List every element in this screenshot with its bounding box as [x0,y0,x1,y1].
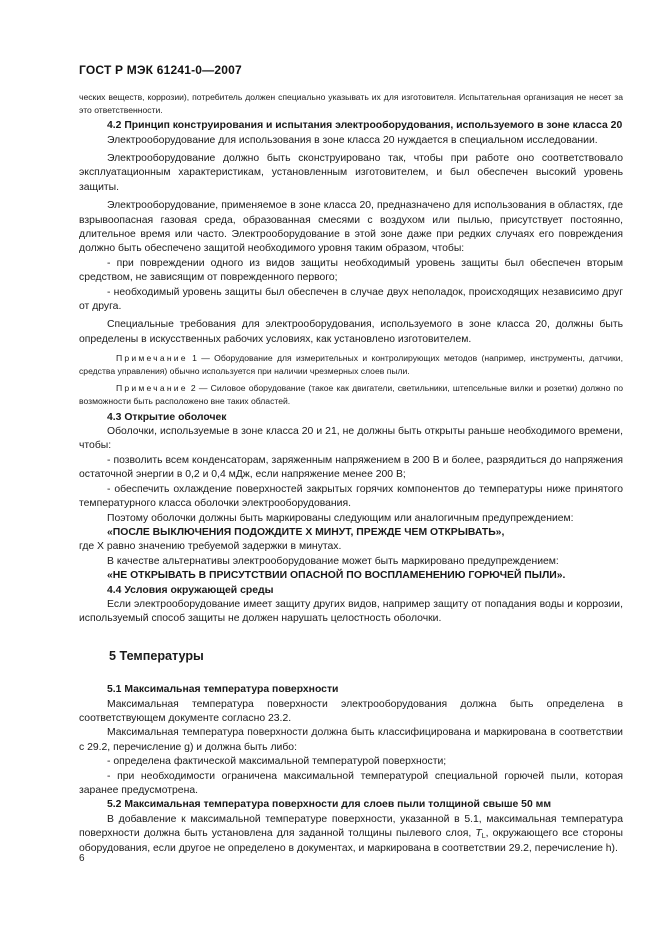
section-4-2-paragraph-4: Специальные требования для электрооборудования, используемого в зоне класса 20, должны быть определены в искусственных рабочих условиях, как установлено изготовителем. [79,319,623,345]
section-5-2-title: 5.2 Максимальная температура поверхности для слоев пыли толщиной свыше 50 мм [107,799,552,811]
note-2-text: 2 — Силовое оборудование (такое как двигатели, светильники, штепсельные вилки и розетки) должно по возможности быть расположено вне таких областей. [79,383,624,407]
note-1-label: Примечание [116,353,188,364]
note-2 [79,382,623,407]
section-4-2-title: 4.2 Принцип конструирования и испытания электрооборудования, используемого в зоне класса 20 [107,120,623,132]
section-5-1-title: 5.1 Максимальная температура поверхности [107,684,339,696]
section-5-1-paragraph-2: Максимальная температура поверхности должна быть классифицирована и маркирована в соответствии с 29.2, перечисление g) и должна быть либо: [79,727,623,753]
section-5-2-text-b: , окружающего все стороны оборудования, если другое не определено в документах, и маркирована в соответствии 29.2, перечисление h). [79,828,623,854]
section-4-2-paragraph-2: Электрооборудование должно быть сконструировано так, чтобы при работе оно соответствовало эксплуатационным характеристикам, установленным изготовителем, и был обеспечен высокий уровень защиты. [79,153,623,193]
section-4-2-bullet-1: - при повреждении одного из видов защиты необходимый уровень защиты был обеспечен вторым средством, не зависящим от поврежденного первого; [79,257,623,284]
section-4-4-paragraph-1: Если электрооборудование имеет защиту других видов, например защиту от попадания воды и коррозии, используемый способ защиты не должен нарушать целостность оболочки. [79,598,623,625]
section-4-3-bullet-2: - обеспечить охлаждение поверхностей закрытых горячих компонентов до температуры ниже принятого температурного класса оболочки электрооборудования. [79,483,623,510]
warning-text-2: «НЕ ОТКРЫВАТЬ В ПРИСУТСТВИИ ОПАСНОЙ ПО ВОСПЛАМЕНЕНИЮ ГОРЮЧЕЙ ПЫЛИ». [107,570,566,582]
symbol-t: T [475,828,482,840]
section-5-title: 5 Температуры [109,648,204,663]
page-number: 6 [79,853,85,864]
warning-text-1: «ПОСЛЕ ВЫКЛЮЧЕНИЯ ПОДОЖДИТЕ X МИНУТ, ПРЕЖДЕ ЧЕМ ОТКРЫВАТЬ», [107,526,505,538]
section-4-3-paragraph-4: В качестве альтернативы электрооборудование может быть маркировано предупреждением: [107,555,559,567]
section-4-2-bullet-2: - необходимый уровень защиты был обеспечен в случае двух неполадок, происходящих независимо друг от друга. [79,286,623,313]
section-5-2-paragraph-1 [79,813,623,856]
section-5-2-text-a: В добавление к максимальной температуре поверхности, указанной в 5.1, максимальная температура поверхности должна быть установлена для заданной толщины пылевого слоя, [79,813,623,840]
symbol-subscript-l: L [481,833,486,841]
section-4-3-bullet-1: - позволить всем конденсаторам, заряженным напряжением в 200 В и более, разрядиться до напряжения остаточной энергии в 0,2 и 0,4 мДж, если напряжение менее 200 В; [79,454,623,481]
page-content [79,91,623,856]
section-5-1-bullet-1: - определена фактической максимальной температурой поверхности; [107,756,447,768]
section-5-1-paragraph-1: Максимальная температура поверхности электрооборудования должна быть определена в соответствующем документе согласно 23.2. [79,698,623,724]
standard-header: ГОСТ Р МЭК 61241-0—2007 [79,63,242,77]
section-4-4-title: 4.4 Условия окружающей среды [107,584,274,596]
section-5-1-bullet-2: - при необходимости ограничена максимальной температурой специальной горючей пыли, которая заранее предусмотрена. [79,770,623,796]
note-1 [79,352,623,377]
section-4-3-paragraph-2: Поэтому оболочки должны быть маркированы следующим или аналогичным предупреждением: [107,512,574,524]
section-4-3-paragraph-3: где X равно значению требуемой задержки в минутах. [79,541,342,553]
section-4-2-paragraph-3: Электрооборудование, применяемое в зоне класса 20, предназначено для использования в областях, где взрывоопасная газовая среда, образованная смесями с воздухом или пылью, присутствует постоянно, длительное время или часто. Электрооборудование в этой зоне даже при редких случаях его повреждения должно быть обеспечено защитой необходимого уровня таким образом, чтобы: [79,200,623,255]
intro-paragraph: ческих веществ, коррозии), потребитель должен специально указывать их для изготовителя. Испытательная организация не несет за это ответственности. [79,92,623,115]
section-4-3-title: 4.3 Открытие оболочек [107,411,227,423]
note-1-text: 1 — Оборудование для измерительных и контролирующих методов (например, инструменты, датчики, средства управления) обычно используется при наличии чрезмерных слоев пыли. [79,353,623,376]
note-2-label: Примечание [116,383,188,394]
section-4-3-paragraph-1: Оболочки, используемые в зоне класса 20 и 21, не должны быть открыты раньше необходимого времени, чтобы: [79,426,623,452]
section-4-2-paragraph-1: Электрооборудование для использования в зоне класса 20 нуждается в специальном исследовании. [107,134,598,146]
